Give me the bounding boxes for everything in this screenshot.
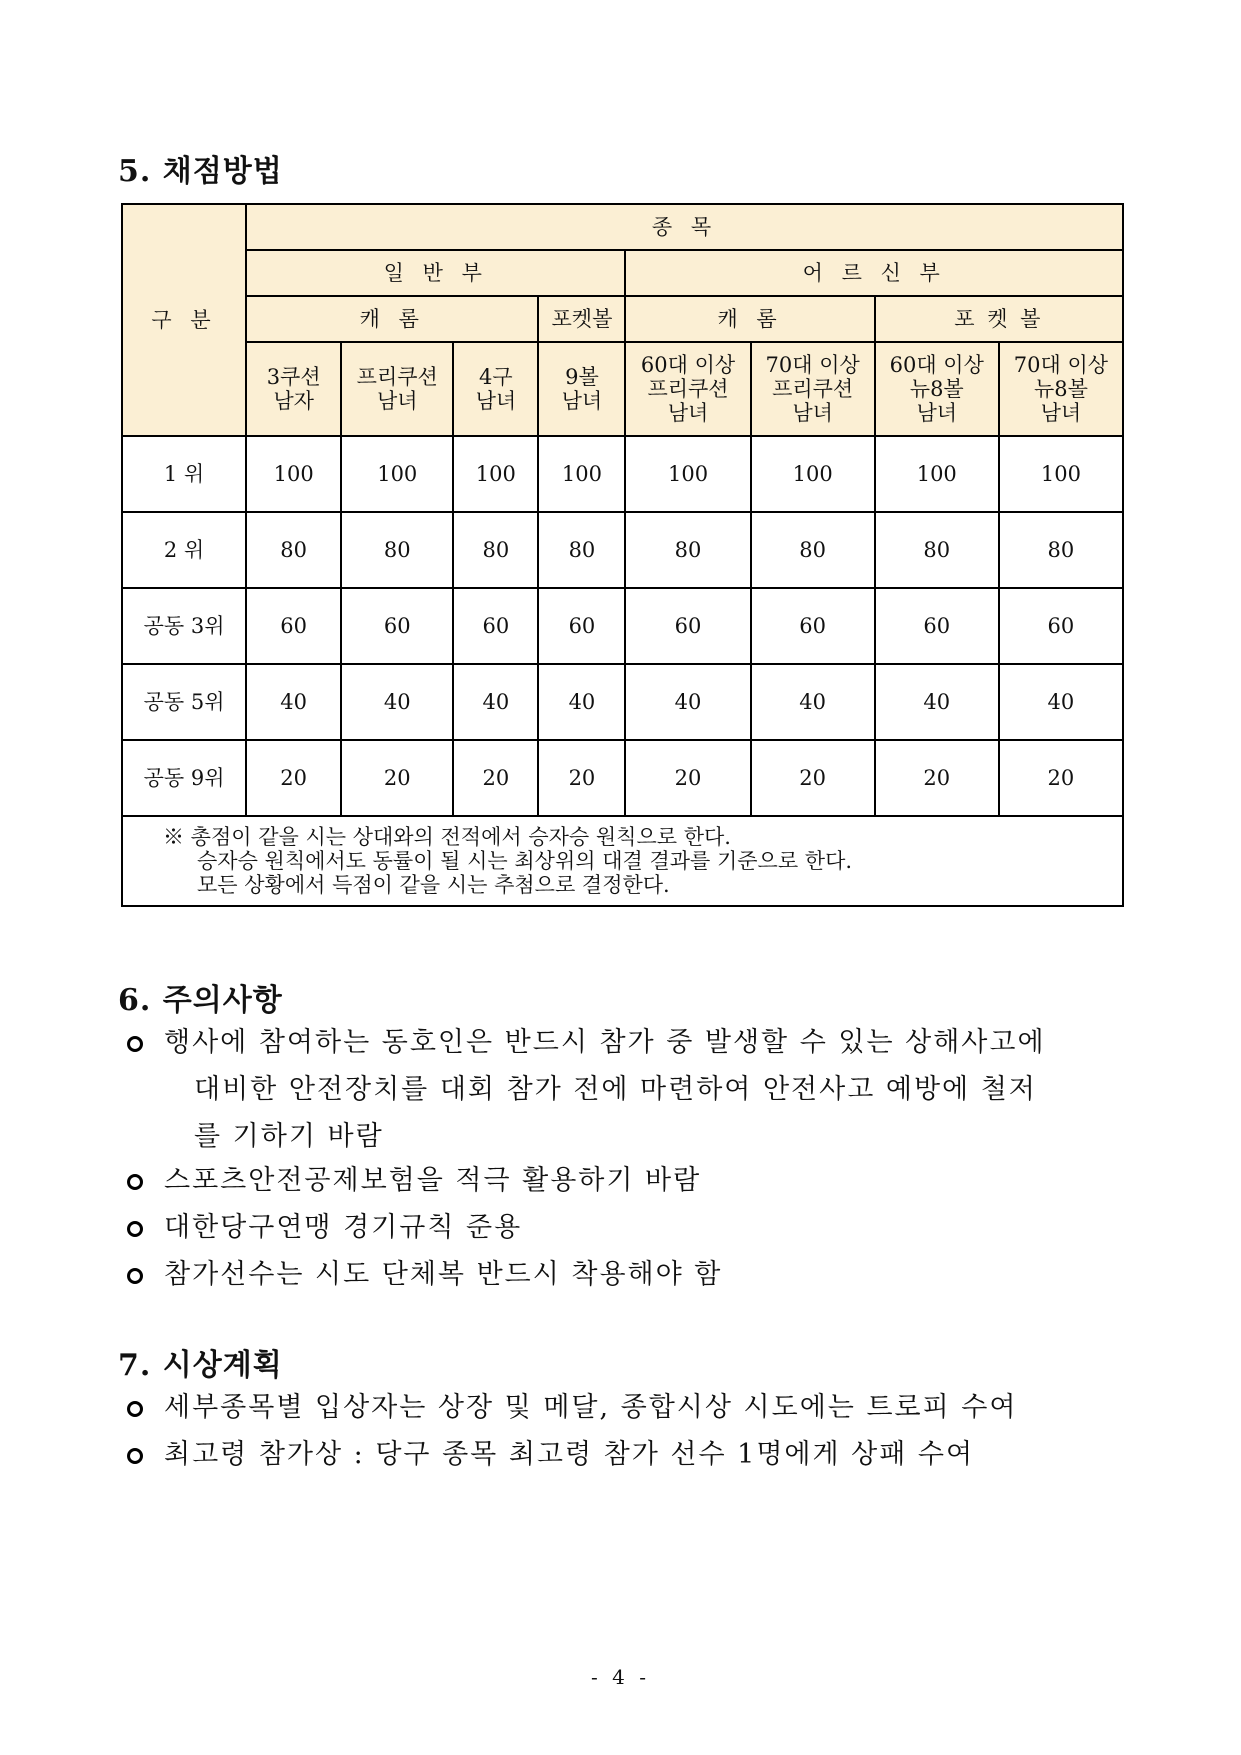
- score-cell: 100: [751, 436, 875, 512]
- score-cell: 100: [246, 436, 341, 512]
- header-senior-division: 어 르 신 부: [625, 250, 1123, 296]
- notice-text: 스포츠안전공제보험을 적극 활용하기 바람: [164, 1165, 702, 1196]
- award-text: 세부종목별 입상자는 상장 및 메달, 종합시상 시도에는 트로피 수여: [164, 1392, 1018, 1423]
- circle-bullet-icon: [127, 1174, 143, 1190]
- scoring-table: [121, 203, 1124, 907]
- rank-cell: 공동 5위: [122, 664, 246, 740]
- circle-bullet-icon: [127, 1401, 143, 1417]
- table-row: [122, 588, 1123, 664]
- table-row: [122, 740, 1123, 816]
- header-pocketball-general: 포켓볼: [538, 296, 625, 342]
- header-general-division: 일 반 부: [246, 250, 625, 296]
- event-9ball: 9볼 남녀: [538, 342, 625, 436]
- notice-text: 대비한 안전장치를 대회 참가 전에 마련하여 안전사고 예방에 철저: [194, 1074, 1037, 1105]
- score-cell: 40: [341, 664, 453, 740]
- score-cell: 40: [453, 664, 538, 740]
- score-cell: 80: [625, 512, 750, 588]
- score-cell: 100: [625, 436, 750, 512]
- circle-bullet-icon: [127, 1221, 143, 1237]
- notice-text: 행사에 참여하는 동호인은 반드시 참가 중 발생할 수 있는 상해사고에: [164, 1027, 1046, 1058]
- event-freecushion: 프리쿠션 남녀: [341, 342, 453, 436]
- table-row: [122, 436, 1123, 512]
- score-cell: 20: [453, 740, 538, 816]
- score-cell: 60: [453, 588, 538, 664]
- section-5-title: 5. 채점방법: [118, 154, 283, 189]
- page-number: - 4 -: [591, 1665, 650, 1689]
- score-cell: 60: [538, 588, 625, 664]
- score-cell: 80: [875, 512, 999, 588]
- score-cell: 80: [246, 512, 341, 588]
- score-cell: 20: [875, 740, 999, 816]
- note-line: 승자승 원칙에서도 동률이 될 시는 최상위의 대결 결과를 기준으로 한다.: [197, 849, 853, 873]
- event-70s-freecushion: 70대 이상 프리쿠션 남녀: [751, 342, 875, 436]
- table-row: [122, 664, 1123, 740]
- notice-text: 참가선수는 시도 단체복 반드시 착용해야 함: [164, 1259, 723, 1290]
- score-cell: 40: [625, 664, 750, 740]
- rank-cell: 2 위: [122, 512, 246, 588]
- rank-cell: 공동 3위: [122, 588, 246, 664]
- award-text: 최고령 참가상 : 당구 종목 최고령 참가 선수 1명에게 상패 수여: [164, 1439, 975, 1470]
- score-cell: 40: [751, 664, 875, 740]
- score-cell: 80: [453, 512, 538, 588]
- score-cell: 20: [625, 740, 750, 816]
- rank-cell: 1 위: [122, 436, 246, 512]
- event-70s-new8ball: 70대 이상 뉴8볼 남녀: [999, 342, 1123, 436]
- score-cell: 60: [625, 588, 750, 664]
- tie-break-note: [122, 816, 1123, 906]
- score-cell: 80: [999, 512, 1123, 588]
- score-cell: 80: [538, 512, 625, 588]
- header-carom-general: 캐 롬: [246, 296, 538, 342]
- score-cell: 40: [875, 664, 999, 740]
- section-7-title: 7. 시상계획: [118, 1348, 283, 1383]
- score-cell: 40: [999, 664, 1123, 740]
- score-cell: 20: [246, 740, 341, 816]
- score-cell: 60: [341, 588, 453, 664]
- notice-text: 를 기하기 바람: [194, 1121, 384, 1152]
- score-cell: 100: [341, 436, 453, 512]
- event-3cushion-men: 3쿠션 남자: [246, 342, 341, 436]
- header-events: 종 목: [246, 204, 1123, 250]
- table-row: [122, 512, 1123, 588]
- score-cell: 60: [999, 588, 1123, 664]
- event-4ball: 4구 남녀: [453, 342, 538, 436]
- score-cell: 80: [751, 512, 875, 588]
- score-cell: 20: [538, 740, 625, 816]
- score-cell: 60: [246, 588, 341, 664]
- score-cell: 60: [751, 588, 875, 664]
- score-cell: 20: [751, 740, 875, 816]
- row-header-category: 구 분: [122, 204, 246, 436]
- score-cell: 20: [999, 740, 1123, 816]
- score-cell: 100: [999, 436, 1123, 512]
- score-cell: 100: [453, 436, 538, 512]
- score-cell: 40: [538, 664, 625, 740]
- circle-bullet-icon: [127, 1448, 143, 1464]
- score-cell: 60: [875, 588, 999, 664]
- score-cell: 80: [341, 512, 453, 588]
- event-60s-new8ball: 60대 이상 뉴8볼 남녀: [875, 342, 999, 436]
- section-6-title: 6. 주의사항: [118, 983, 283, 1018]
- rank-cell: 공동 9위: [122, 740, 246, 816]
- note-line: ※ 총점이 같을 시는 상대와의 전적에서 승자승 원칙으로 한다.: [163, 825, 731, 849]
- header-carom-senior: 캐 롬: [625, 296, 874, 342]
- note-line: 모든 상황에서 득점이 같을 시는 추첨으로 결정한다.: [197, 873, 670, 897]
- score-cell: 100: [538, 436, 625, 512]
- circle-bullet-icon: [127, 1036, 143, 1052]
- notice-text: 대한당구연맹 경기규칙 준용: [164, 1212, 523, 1243]
- header-pocketball-senior: 포 켓 볼: [875, 296, 1123, 342]
- score-cell: 20: [341, 740, 453, 816]
- event-60s-freecushion: 60대 이상 프리쿠션 남녀: [625, 342, 750, 436]
- score-cell: 100: [875, 436, 999, 512]
- circle-bullet-icon: [127, 1268, 143, 1284]
- score-cell: 40: [246, 664, 341, 740]
